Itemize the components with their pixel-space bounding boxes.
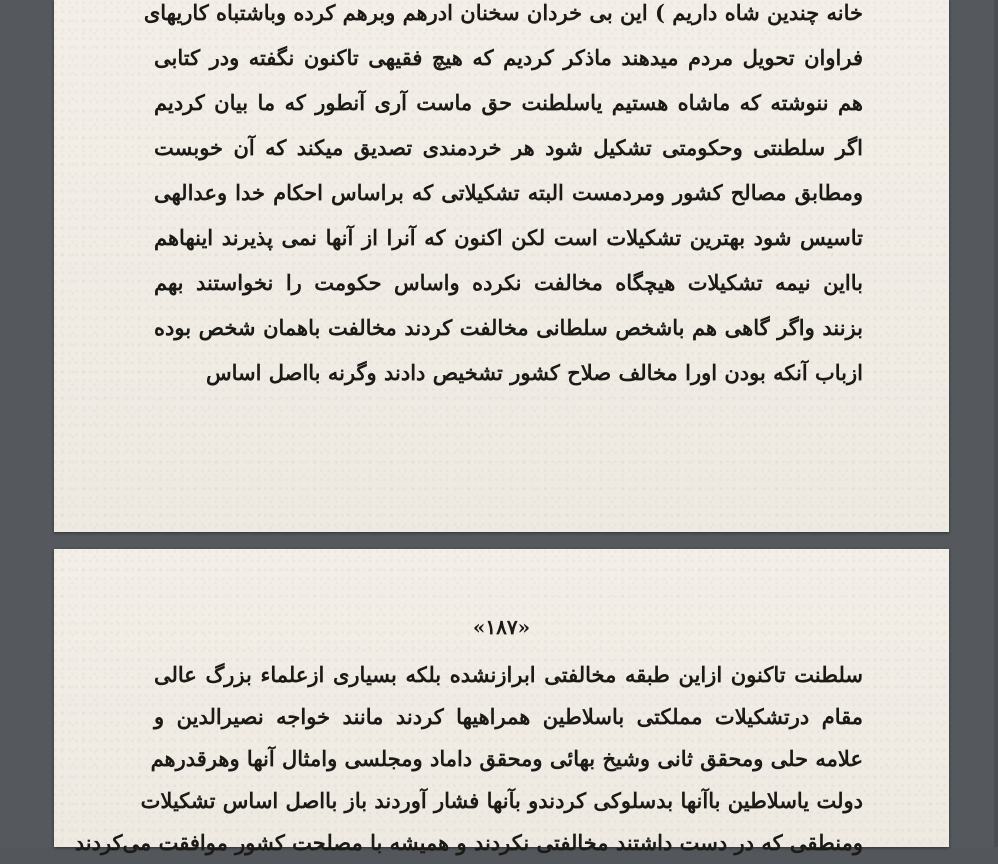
document-page <box>54 0 949 532</box>
text-line: علامه حلی ومحقق ثانی وشیخ بهائی ومحقق داماد ومجلسی وامثال آنها وهرقدرهم <box>150 746 863 771</box>
text-line: بزنند واگر گاهی هم باشخص سلطانی مخالفت کردند مخالفت باهمان شخص بوده <box>154 315 863 340</box>
text-line: ومطابق مصالح کشور ومردمست البته تشکیلاتی که براساس احکام خدا وعدالهی <box>154 180 863 205</box>
document-page <box>54 549 949 855</box>
text-line: خانه چندین شاه داریم ) این بی خردان سخنان ادرهم وبرهم کرده وباشتباه کاریهای <box>143 0 863 25</box>
scrollbar-track[interactable] <box>994 0 998 847</box>
page-text <box>143 0 863 395</box>
page-text <box>74 654 863 864</box>
text-line: مقام درتشکیلات مملکتی باسلاطین همراهیها کردند مانند خواجه نصیرالدین و <box>154 704 863 729</box>
text-line: فراوان تحویل مردم میدهند ماذکر کردیم که هیچ فقیهی تاکنون نگفته ودر کتابی <box>154 45 863 70</box>
text-line: سلطنت تاکنون ازاین طبقه مخالفتی ابرازنشده بلکه بسیاری ازعلماء بزرگ عالی <box>154 662 863 687</box>
text-line: ومنطقی که در دست داشتند مخالفتی نکردند و همیشه با مصلحت کشور موافقت می‌کردند <box>74 830 863 855</box>
text-line: اگر سلطنتی وحکومتی تشکیل شود هر خردمندی تصدیق میکند که آن خوبست <box>154 135 863 160</box>
text-line: تاسیس شود بهترین تشکیلات است لکن اکنون که آنرا از آنها نمی پذیرند اینهاهم <box>154 225 863 250</box>
text-line: هم ننوشته که ماشاه هستیم یاسلطنت حق ماست آری آنطور که ما بیان کردیم <box>154 90 863 115</box>
text-line: دولت یاسلاطین باآنها بدسلوکی کردندو بآنها فشار آوردند باز بااصل اساس تشکیلات <box>140 788 863 813</box>
text-line: ازباب آنکه بودن اورا مخالف صلاح کشور تشخیص دادند وگرنه بااصل اساس <box>205 360 863 385</box>
text-line: بااین نیمه تشکیلات هیچگاه مخالفت نکرده واساس حکومت را نخواستند بهم <box>154 270 863 295</box>
page-number: «۱۸۷» <box>472 615 531 639</box>
